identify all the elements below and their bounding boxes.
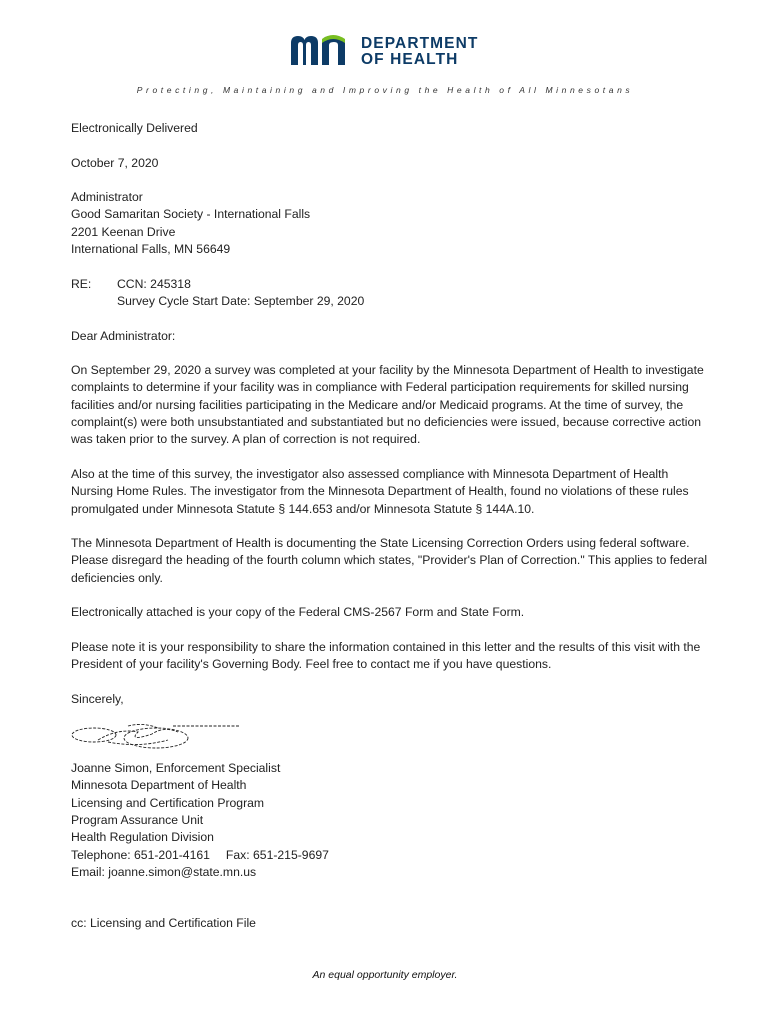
recipient-line: Administrator <box>71 190 143 205</box>
re-line: CCN: 245318 <box>117 276 191 291</box>
mdh-logo <box>289 33 489 69</box>
paragraph: Also at the time of this survey, the investigator also assessed compliance with Minnesota Department of Health Nursing Home Rules. The investigator from the Minnesota Department of Health, found no violations of these rules promulgated under Minnesota Statute § 144.653 and/or Minnesota Statute § 144A.10. <box>71 466 689 516</box>
recipient-line: 2201 Keenan Drive <box>71 224 176 239</box>
paragraph: Please note it is your responsibility to share the information contained in this letter and the results of this visit with the President of your facility's Governing Body. Feel free to contact me if you have questions. <box>71 639 701 672</box>
cc-line: cc: Licensing and Certification File <box>71 916 256 931</box>
delivery-method: Electronically Delivered <box>71 121 198 135</box>
footer-text: An equal opportunity employer. <box>312 969 458 981</box>
re-label: RE: <box>71 276 92 291</box>
paragraph: On September 29, 2020 a survey was completed at your facility by the Minnesota Department of Health to investigate complaints to determine if your facility was in compliance with Federal participation requirements for skilled nursing facilities and/or nursing facilities participating in the Medicare and/or Medicaid programs. At the time of survey, the complaint(s) were both unsubstantiated and substantiated but no deficiencies were issued, because corrective action was taken prior to the survey. A plan of correction is not required. <box>71 363 704 447</box>
tagline: Protecting, Maintaining and Improving the Health of All Minnesotans <box>136 85 634 95</box>
re-block <box>71 276 711 311</box>
recipient-address <box>71 189 711 258</box>
signature-line: Licensing and Certification Program <box>71 795 265 810</box>
email: Email: joanne.simon@state.mn.us <box>71 864 257 879</box>
fax: Fax: 651-215-9697 <box>225 847 329 862</box>
letter-date: October 7, 2020 <box>71 155 159 170</box>
telephone: Telephone: 651-201-4161 <box>71 847 210 862</box>
logo-line1: DEPARTMENT <box>361 35 479 52</box>
signature-line: Joanne Simon, Enforcement Specialist <box>71 761 281 776</box>
salutation: Dear Administrator: <box>71 328 176 343</box>
contact-phone-fax <box>71 847 711 864</box>
signature-block <box>71 760 711 881</box>
closing: Sincerely, <box>71 691 124 706</box>
signature-line: Health Regulation Division <box>71 830 214 845</box>
paragraph: The Minnesota Department of Health is documenting the State Licensing Correction Orders using federal software. Please disregard the heading of the fourth column which states, "Provider's Plan of Correction." This applies to federal deficiencies only. <box>71 536 708 585</box>
recipient-line: International Falls, MN 56649 <box>71 242 231 257</box>
logo-wordmark <box>361 36 479 67</box>
signature-line: Minnesota Department of Health <box>71 778 247 793</box>
handwritten-signature <box>68 720 243 759</box>
signature-line: Program Assurance Unit <box>71 812 204 827</box>
paragraph: Electronically attached is your copy of the Federal CMS-2567 Form and State Form. <box>71 605 525 620</box>
letter-body <box>71 120 711 932</box>
logo-line2: OF HEALTH <box>361 50 459 68</box>
mn-logo-mark <box>289 33 355 67</box>
re-line: Survey Cycle Start Date: September 29, 2020 <box>117 293 365 308</box>
recipient-line: Good Samaritan Society - International Falls <box>71 207 311 222</box>
